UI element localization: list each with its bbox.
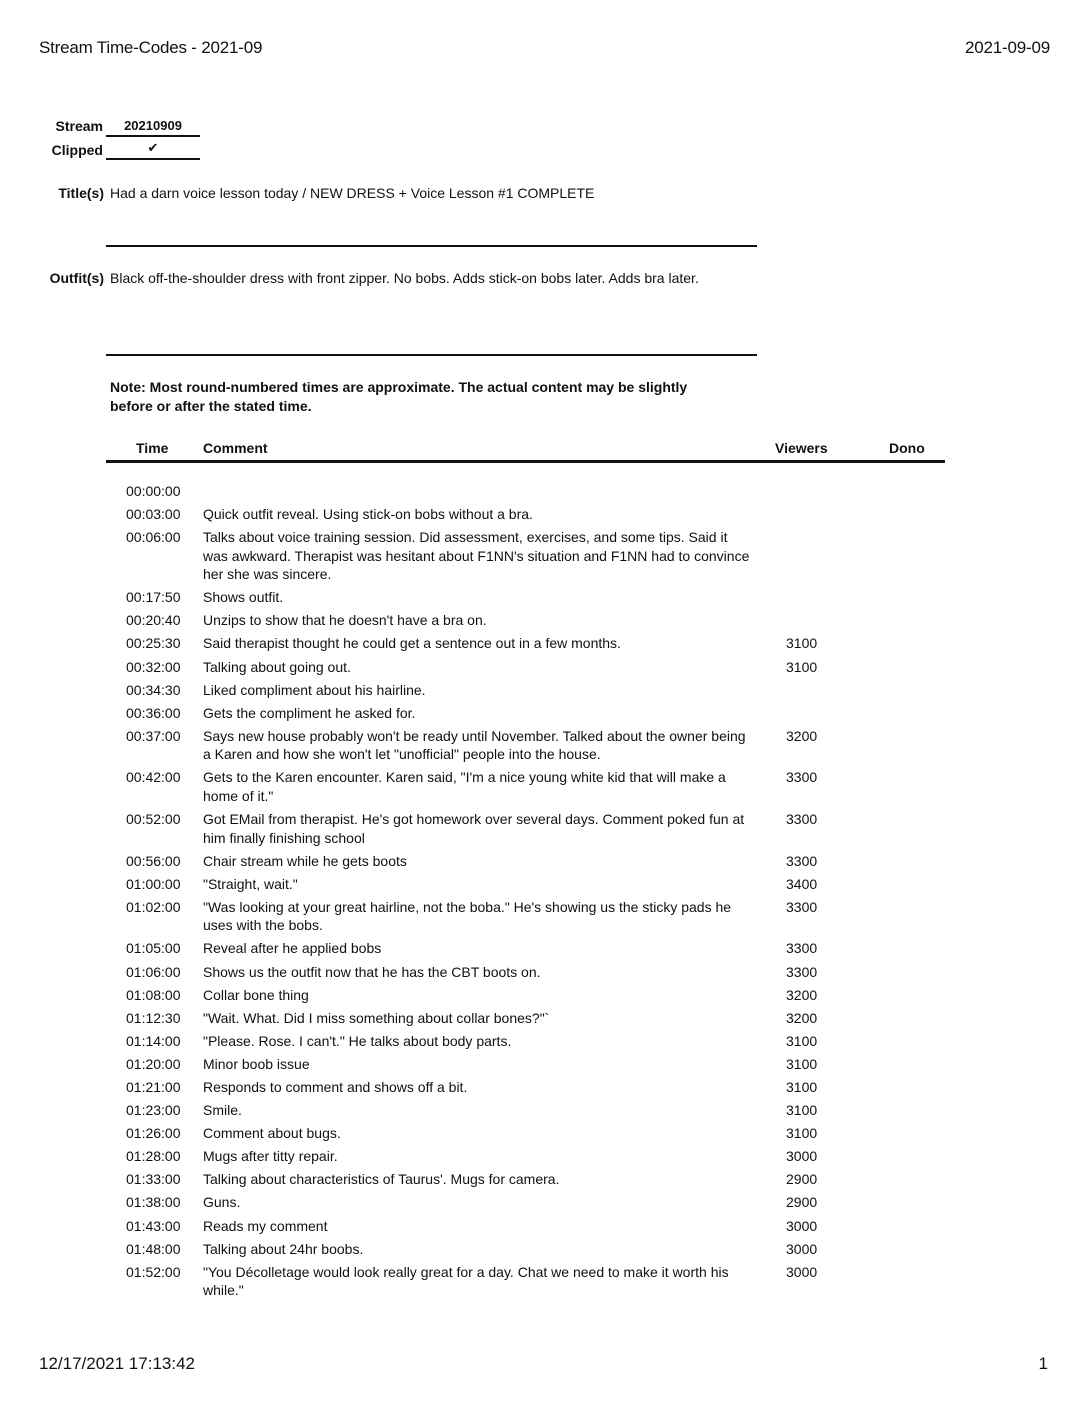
row-viewers: 3200 xyxy=(786,727,818,744)
row-dono xyxy=(876,1124,945,1143)
row-comment: Gets to the Karen encounter. Karen said, "I'm a nice young white kid that will make a home of it." xyxy=(203,769,726,804)
approximate-times-note: Note: Most round-numbered times are approximate. The actual content may be slightly before or after the stated time. xyxy=(110,379,688,414)
table-row xyxy=(106,898,945,935)
row-time: 01:12:30 xyxy=(126,1009,181,1026)
row-dono xyxy=(876,963,945,982)
row-time: 01:21:00 xyxy=(126,1078,181,1095)
table-row xyxy=(106,727,945,764)
row-comment: Unzips to show that he doesn't have a bra on. xyxy=(203,612,487,629)
table-row xyxy=(106,1170,945,1189)
row-dono xyxy=(876,1078,945,1097)
clipped-checkmark: ✔ xyxy=(106,140,200,160)
table-row xyxy=(106,1193,945,1212)
header-viewers: Viewers xyxy=(775,440,828,456)
row-comment: Talking about characteristics of Taurus'. Mugs for camera. xyxy=(203,1171,560,1188)
titles-label: Title(s) xyxy=(58,185,104,201)
row-dono xyxy=(876,875,945,894)
row-time: 01:20:00 xyxy=(126,1055,181,1072)
row-viewers xyxy=(756,704,876,723)
titles-text: Had a darn voice lesson today / NEW DRESS + Voice Lesson #1 COMPLETE xyxy=(110,185,595,201)
row-comment: Chair stream while he gets boots xyxy=(203,852,407,869)
row-time: 00:34:30 xyxy=(126,681,181,698)
row-time: 01:06:00 xyxy=(126,963,181,980)
stream-label: Stream xyxy=(55,118,103,134)
table-row xyxy=(106,681,945,700)
row-dono xyxy=(876,681,945,700)
row-dono xyxy=(876,1193,945,1212)
row-viewers: 2900 xyxy=(786,1194,818,1211)
row-viewers: 3300 xyxy=(786,811,818,828)
row-dono xyxy=(876,658,945,677)
row-viewers: 3300 xyxy=(786,769,818,786)
timecode-table xyxy=(106,482,945,1304)
table-row xyxy=(106,1240,945,1259)
table-row xyxy=(106,810,945,847)
row-time: 00:37:00 xyxy=(126,727,181,744)
row-dono xyxy=(876,588,945,607)
table-row xyxy=(106,1101,945,1120)
outfits-label: Outfit(s) xyxy=(49,270,104,286)
row-viewers: 3300 xyxy=(786,940,818,957)
table-row xyxy=(106,704,945,723)
row-dono xyxy=(876,1101,945,1120)
row-dono xyxy=(876,1263,945,1300)
row-comment: Got EMail from therapist. He's got homework over several days. Comment poked fun at him finally finishing school xyxy=(203,811,745,846)
row-viewers: 3300 xyxy=(786,963,818,980)
row-comment: Gets the compliment he asked for. xyxy=(203,704,416,721)
row-comment: Talks about voice training session. Did assessment, exercises, and some tips. Said it was awkward. Therapist was hesitant about F1NN's situation and F1NN had to convince her she was sincere. xyxy=(203,529,750,583)
row-dono xyxy=(876,768,945,805)
row-viewers xyxy=(756,588,876,607)
row-comment: Mugs after titty repair. xyxy=(203,1148,338,1165)
row-comment: Talking about 24hr boobs. xyxy=(203,1240,364,1257)
row-time: 00:03:00 xyxy=(126,506,181,523)
row-comment: Comment about bugs. xyxy=(203,1125,341,1142)
table-row xyxy=(106,986,945,1005)
row-comment: Talking about going out. xyxy=(203,658,351,675)
row-dono xyxy=(876,810,945,847)
row-dono xyxy=(876,611,945,630)
row-dono xyxy=(876,898,945,935)
row-viewers xyxy=(756,482,876,501)
row-viewers: 3200 xyxy=(786,1009,818,1026)
row-time: 01:26:00 xyxy=(126,1125,181,1142)
row-time: 00:06:00 xyxy=(126,529,181,546)
table-row xyxy=(106,1055,945,1074)
row-comment: "Was looking at your great hairline, not the boba." He's showing us the sticky pads he uses with the bobs. xyxy=(203,898,732,934)
row-comment: Responds to comment and shows off a bit. xyxy=(203,1078,468,1095)
row-viewers: 3100 xyxy=(786,1032,818,1049)
row-comment: Shows outfit. xyxy=(203,589,284,606)
table-row xyxy=(106,528,945,584)
header-time: Time xyxy=(136,440,169,456)
table-row xyxy=(106,768,945,805)
row-dono xyxy=(876,1240,945,1259)
table-row xyxy=(106,1032,945,1051)
row-dono xyxy=(876,1032,945,1051)
table-row xyxy=(106,852,945,871)
row-viewers: 3200 xyxy=(786,986,818,1003)
row-comment: "Straight, wait." xyxy=(203,875,298,892)
row-time: 00:36:00 xyxy=(126,704,181,721)
row-viewers: 3100 xyxy=(786,658,818,675)
row-viewers: 3100 xyxy=(786,1125,818,1142)
row-time: 01:48:00 xyxy=(126,1240,181,1257)
row-time: 00:32:00 xyxy=(126,658,181,675)
table-row xyxy=(106,658,945,677)
row-viewers: 3000 xyxy=(786,1217,818,1234)
row-comment: Guns. xyxy=(203,1194,241,1211)
row-dono xyxy=(876,505,945,524)
row-viewers xyxy=(756,505,876,524)
row-time: 00:42:00 xyxy=(126,769,181,786)
row-time: 01:14:00 xyxy=(126,1032,181,1049)
row-time: 00:00:00 xyxy=(126,483,181,499)
row-time: 01:00:00 xyxy=(126,875,181,892)
row-viewers: 3000 xyxy=(786,1263,818,1280)
row-time: 01:38:00 xyxy=(126,1194,181,1211)
row-dono xyxy=(876,482,945,501)
row-comment: Said therapist thought he could get a sentence out in a few months. xyxy=(203,635,621,652)
row-time: 00:25:30 xyxy=(126,635,181,652)
row-time: 00:56:00 xyxy=(126,852,181,869)
row-time: 00:20:40 xyxy=(126,612,181,629)
header-comment: Comment xyxy=(203,440,268,456)
row-time: 01:05:00 xyxy=(126,940,181,957)
row-viewers: 2900 xyxy=(786,1171,818,1188)
row-dono xyxy=(876,986,945,1005)
outfits-divider xyxy=(106,354,757,356)
table-row xyxy=(106,588,945,607)
row-comment: "Please. Rose. I can't." He talks about body parts. xyxy=(203,1032,512,1049)
row-viewers: 3400 xyxy=(786,875,818,892)
table-row xyxy=(106,875,945,894)
row-comment: Shows us the outfit now that he has the CBT boots on. xyxy=(203,963,541,980)
row-time: 01:33:00 xyxy=(126,1171,181,1188)
row-dono xyxy=(876,1170,945,1189)
row-viewers: 3000 xyxy=(786,1148,818,1165)
table-row xyxy=(106,1147,945,1166)
row-comment: "You Décolletage would look really great for a day. Chat we need to make it worth his while." xyxy=(203,1263,729,1299)
row-comment: "Wait. What. Did I miss something about collar bones?"` xyxy=(203,1009,550,1026)
print-timestamp: 12/17/2021 17:13:42 xyxy=(39,1354,195,1373)
row-dono xyxy=(876,727,945,764)
row-dono xyxy=(876,939,945,958)
row-comment: Smile. xyxy=(203,1102,242,1119)
table-row xyxy=(106,963,945,982)
table-header xyxy=(106,440,945,463)
row-viewers: 3100 xyxy=(786,635,818,652)
row-time: 01:52:00 xyxy=(126,1263,181,1280)
stream-value: 20210909 xyxy=(106,118,200,137)
table-row xyxy=(106,611,945,630)
row-comment: Liked compliment about his hairline. xyxy=(203,681,426,698)
row-viewers: 3100 xyxy=(786,1102,818,1119)
row-time: 00:52:00 xyxy=(126,811,181,828)
row-viewers: 3100 xyxy=(786,1055,818,1072)
row-dono xyxy=(876,704,945,723)
page-header-date: 2021-09-09 xyxy=(965,38,1050,57)
row-viewers xyxy=(756,528,876,584)
row-dono xyxy=(876,634,945,653)
row-dono xyxy=(876,1009,945,1028)
row-comment: Reads my comment xyxy=(203,1217,328,1234)
row-viewers xyxy=(756,681,876,700)
clipped-label: Clipped xyxy=(51,142,103,158)
header-dono: Dono xyxy=(889,440,925,456)
table-row xyxy=(106,1263,945,1300)
row-dono xyxy=(876,1147,945,1166)
row-comment: Reveal after he applied bobs xyxy=(203,940,382,957)
table-row xyxy=(106,634,945,653)
titles-divider xyxy=(106,245,757,247)
table-row xyxy=(106,1124,945,1143)
row-viewers xyxy=(756,611,876,630)
row-time: 01:23:00 xyxy=(126,1102,181,1119)
row-time: 01:28:00 xyxy=(126,1148,181,1165)
row-comment: Collar bone thing xyxy=(203,986,309,1003)
table-row xyxy=(106,1078,945,1097)
page-header-title: Stream Time-Codes - 2021-09 xyxy=(39,38,263,57)
table-row xyxy=(106,1217,945,1236)
row-dono xyxy=(876,528,945,584)
row-dono xyxy=(876,852,945,871)
row-dono xyxy=(876,1217,945,1236)
row-viewers: 3300 xyxy=(786,898,818,915)
row-comment xyxy=(203,482,756,501)
row-time: 00:17:50 xyxy=(126,589,181,606)
row-time: 01:02:00 xyxy=(126,898,181,915)
row-viewers: 3000 xyxy=(786,1240,818,1257)
row-viewers: 3100 xyxy=(786,1078,818,1095)
table-row xyxy=(106,939,945,958)
row-comment: Minor boob issue xyxy=(203,1055,310,1072)
row-comment: Says new house probably won't be ready until November. Talked about the owner being a Karen and how she won't let "unofficial" people into the house. xyxy=(203,727,746,763)
row-time: 01:43:00 xyxy=(126,1217,181,1234)
row-time: 01:08:00 xyxy=(126,986,181,1003)
row-viewers: 3300 xyxy=(786,852,818,869)
table-row xyxy=(106,482,945,501)
row-dono xyxy=(876,1055,945,1074)
outfits-text: Black off-the-shoulder dress with front zipper. No bobs. Adds stick-on bobs later. Adds bra later. xyxy=(110,270,699,286)
table-row xyxy=(106,505,945,524)
row-comment: Quick outfit reveal. Using stick-on bobs without a bra. xyxy=(203,506,533,523)
table-row xyxy=(106,1009,945,1028)
page-number: 1 xyxy=(1038,1354,1048,1373)
